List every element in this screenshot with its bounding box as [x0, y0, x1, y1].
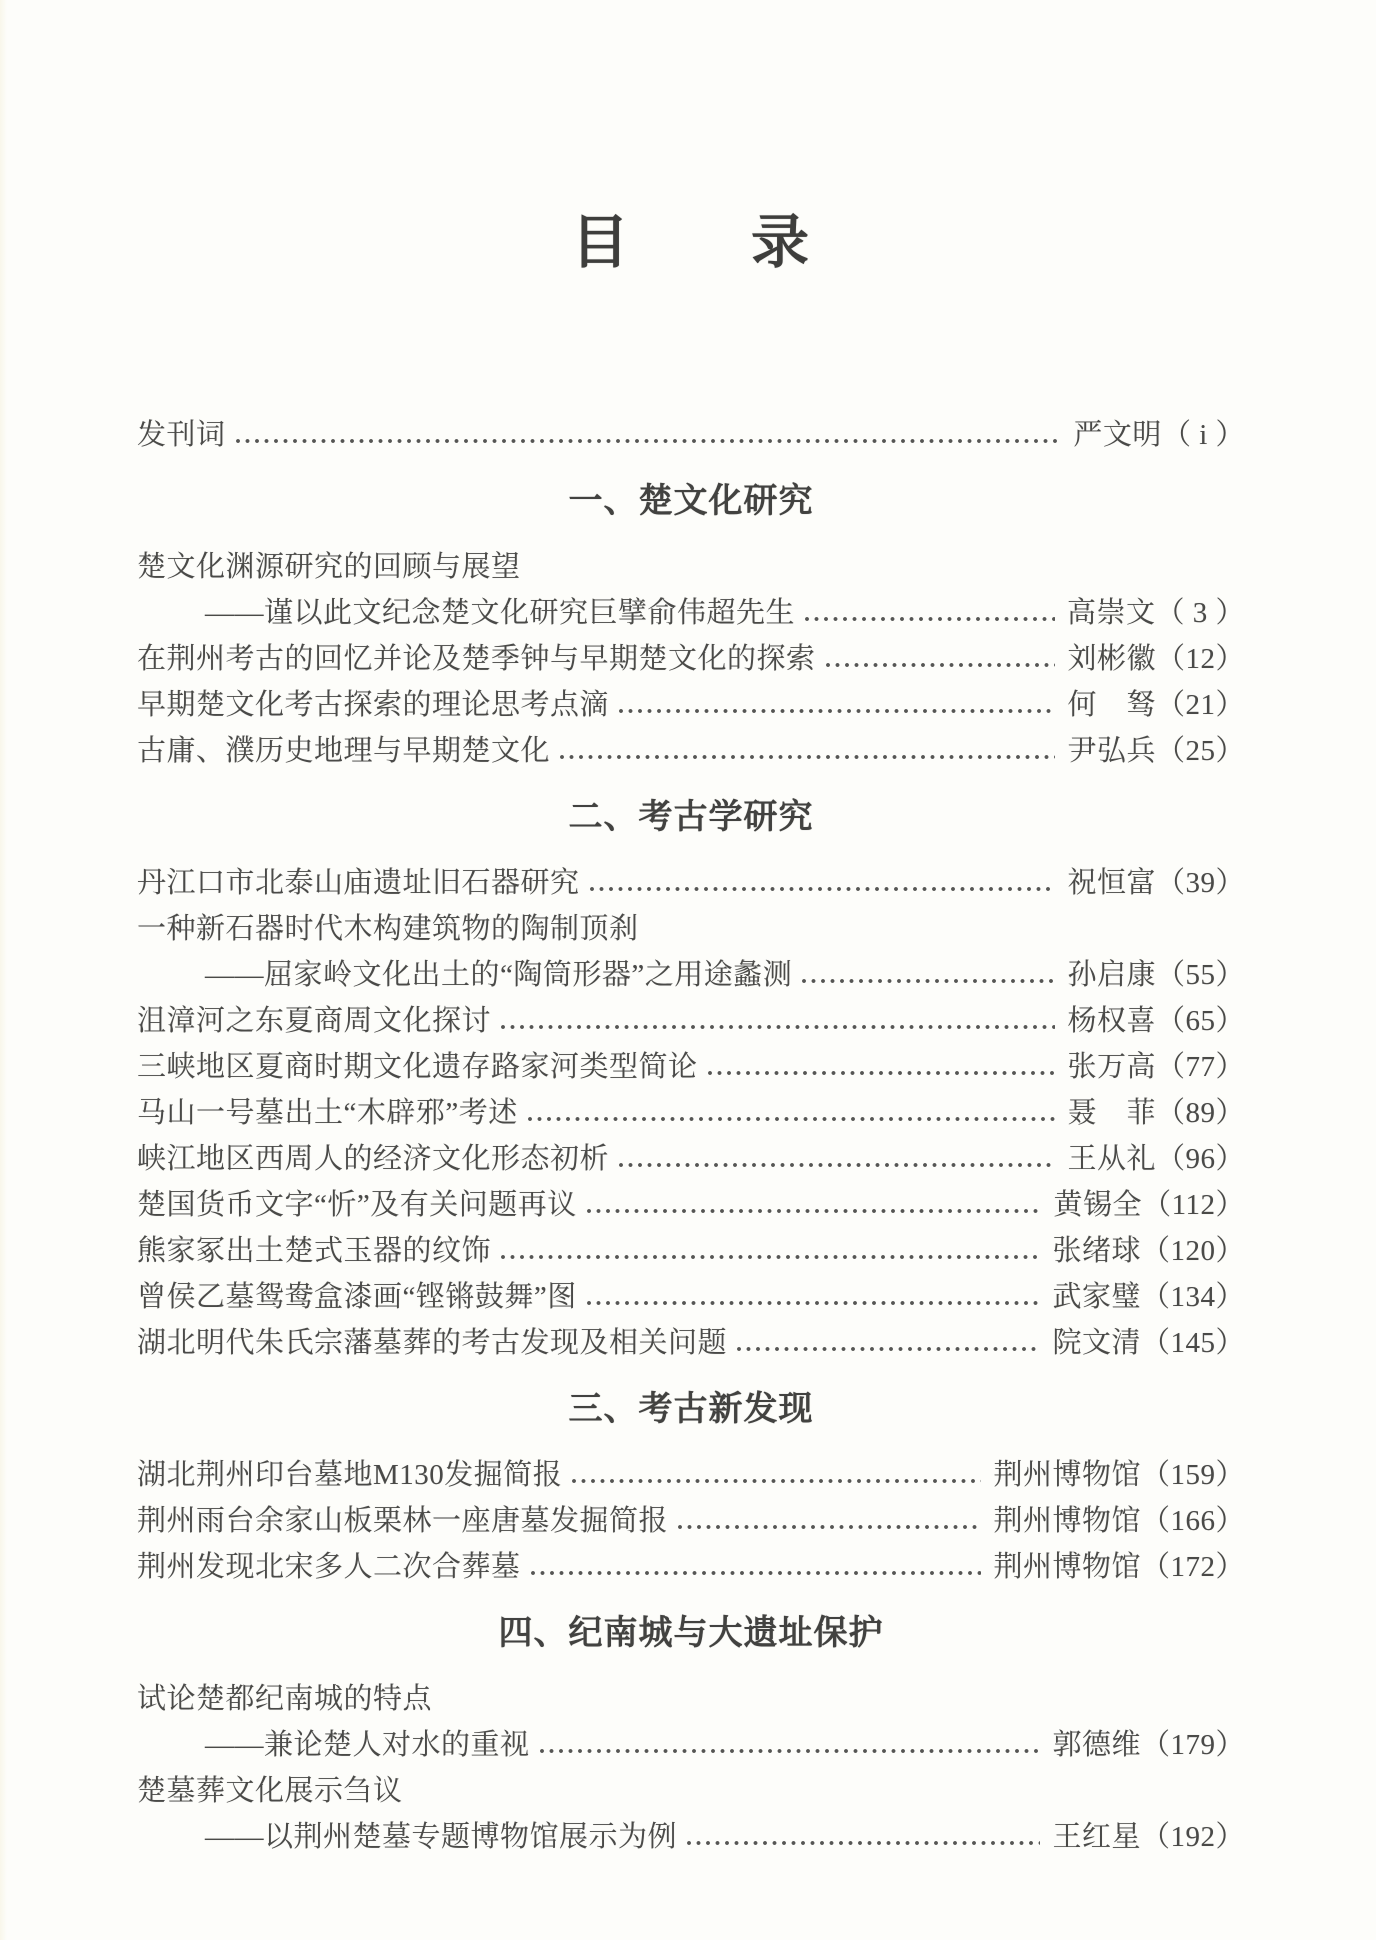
entry-page: （39） — [1155, 867, 1245, 899]
toc-entry — [137, 998, 1245, 1044]
entry-title: 曾侯乙墓鸳鸯盒漆画“铿锵鼓舞”图 — [137, 1281, 577, 1313]
toc-entry — [137, 1274, 1245, 1320]
dot-leader — [617, 682, 1055, 728]
section-heading: 三、考古新发现 — [568, 1390, 814, 1428]
entry-author: 荆州博物馆 — [993, 1551, 1141, 1583]
toc-entry — [137, 1136, 1245, 1182]
entry-author: 刘彬徽 — [1067, 643, 1156, 675]
dot-leader — [538, 1722, 1041, 1768]
toc-entry — [137, 1498, 1245, 1544]
entry-page: （55） — [1155, 959, 1245, 991]
toc-entry — [137, 728, 1245, 774]
entry-author: 武家璧 — [1052, 1281, 1141, 1313]
toc-entry — [137, 1768, 1245, 1814]
toc-entry — [137, 1090, 1245, 1136]
toc-entry — [137, 412, 1245, 458]
entry-title: 湖北荆州印台墓地M130发掘简报 — [137, 1459, 563, 1491]
toc-entry — [137, 952, 1245, 998]
entry-title: 古庸、濮历史地理与早期楚文化 — [137, 735, 551, 767]
toc-entry — [137, 544, 1245, 590]
entry-page: （192） — [1140, 1821, 1245, 1853]
entry-title: 在荆州考古的回忆并论及楚季钟与早期楚文化的探索 — [137, 643, 816, 675]
dot-leader — [800, 952, 1055, 998]
scan-edge-tint — [0, 0, 7, 1940]
entry-title: 峡江地区西周人的经济文化形态初析 — [137, 1143, 610, 1175]
entry-page: （134） — [1140, 1281, 1245, 1313]
entry-page: （179） — [1140, 1729, 1245, 1761]
entry-page: （96） — [1155, 1143, 1245, 1175]
toc-entry — [137, 682, 1245, 728]
section-heading: 二、考古学研究 — [568, 798, 814, 836]
toc-entry — [137, 1182, 1245, 1228]
dot-leader — [676, 1498, 981, 1544]
entry-page: （159） — [1140, 1459, 1245, 1491]
entry-page: （77） — [1155, 1051, 1245, 1083]
entry-title: 丹江口市北泰山庙遗址旧石器研究 — [137, 867, 580, 899]
entry-page: （120） — [1140, 1235, 1245, 1267]
entry-title: 三峡地区夏商时期文化遗存路家河类型简论 — [137, 1051, 698, 1083]
dot-leader — [499, 1228, 1040, 1274]
entry-title: 发刊词 — [137, 419, 226, 451]
entry-author: 郭德维 — [1052, 1729, 1141, 1761]
dot-leader — [706, 1044, 1056, 1090]
toc-entry — [137, 1452, 1245, 1498]
entry-page: （65） — [1155, 1005, 1245, 1037]
dot-leader — [529, 1544, 982, 1590]
entry-title: 试论楚都纪南城的特点 — [137, 1683, 433, 1715]
entry-title: 沮漳河之东夏商周文化探讨 — [137, 1005, 492, 1037]
entry-title: 一种新石器时代木构建筑物的陶制顶刹 — [137, 913, 639, 945]
section-heading: 一、楚文化研究 — [568, 482, 814, 520]
entry-title: 早期楚文化考古探索的理论思考点滴 — [137, 689, 610, 721]
entry-author: 王红星 — [1052, 1821, 1141, 1853]
entry-author: 黄锡全 — [1053, 1189, 1143, 1221]
toc-entry — [137, 1722, 1245, 1768]
entry-author: 杨权喜 — [1067, 1005, 1156, 1037]
entry-title: 荆州雨台余家山板栗林一座唐墓发掘简报 — [137, 1505, 669, 1537]
page-title: 目 录 — [570, 210, 811, 275]
entry-author: 王从礼 — [1067, 1143, 1156, 1175]
toc-entry — [137, 906, 1245, 952]
entry-title: 熊家冢出土楚式玉器的纹饰 — [137, 1235, 492, 1267]
entry-author: 荆州博物馆 — [993, 1459, 1141, 1491]
entry-author: 荆州博物馆 — [993, 1505, 1141, 1537]
toc-entry — [137, 1676, 1245, 1722]
entry-author: 严文明 — [1073, 419, 1162, 451]
entry-author: 张万高 — [1067, 1051, 1156, 1083]
toc-entry — [137, 1228, 1245, 1274]
dot-leader — [824, 636, 1056, 682]
entry-author: 孙启康 — [1067, 959, 1156, 991]
entry-title: ——以荆州楚墓专题博物馆展示为例 — [205, 1821, 678, 1853]
dot-leader — [585, 1274, 1041, 1320]
dot-leader — [234, 412, 1062, 458]
toc-entry — [137, 1320, 1245, 1366]
entry-page: （112） — [1142, 1189, 1245, 1221]
entry-title: 湖北明代朱氏宗藩墓葬的考古发现及相关问题 — [137, 1327, 728, 1359]
entry-page: （ 3 ） — [1155, 597, 1245, 629]
entry-page: （25） — [1155, 735, 1245, 767]
toc-entry — [137, 1044, 1245, 1090]
entry-page: （172） — [1140, 1551, 1245, 1583]
toc-entry — [137, 636, 1245, 682]
dot-leader — [685, 1814, 1040, 1860]
dot-leader — [588, 860, 1056, 906]
entry-author: 高崇文 — [1066, 597, 1156, 629]
toc-entry — [137, 590, 1245, 636]
dot-leader — [499, 998, 1055, 1044]
dot-leader — [735, 1320, 1040, 1366]
entry-page: （ i ） — [1161, 419, 1245, 451]
dot-leader — [558, 728, 1055, 774]
entry-page: （166） — [1140, 1505, 1245, 1537]
dot-leader — [803, 590, 1055, 636]
dot-leader — [617, 1136, 1055, 1182]
entry-author: 何 驽 — [1067, 689, 1156, 721]
entry-title: 马山一号墓出土“木辟邪”考述 — [137, 1097, 518, 1129]
entry-title: 楚墓葬文化展示刍议 — [137, 1775, 403, 1807]
entry-author: 张绪球 — [1052, 1235, 1141, 1267]
dot-leader — [570, 1452, 981, 1498]
entry-page: （21） — [1155, 689, 1245, 721]
entry-title: 楚国货币文字“忻”及有关问题再议 — [137, 1189, 577, 1221]
entry-title: ——屈家岭文化出土的“陶筒形器”之用途蠡测 — [205, 959, 793, 991]
dot-leader — [585, 1182, 1042, 1228]
toc-entry — [137, 1544, 1245, 1590]
entry-page: （12） — [1155, 643, 1245, 675]
entry-title: 楚文化渊源研究的回顾与展望 — [137, 551, 521, 583]
entry-author: 聂 菲 — [1067, 1097, 1156, 1129]
entry-author: 祝恒富 — [1067, 867, 1156, 899]
toc-entry — [137, 860, 1245, 906]
dot-leader — [526, 1090, 1056, 1136]
entry-author: 尹弘兵 — [1067, 735, 1156, 767]
entry-title: 荆州发现北宋多人二次合葬墓 — [137, 1551, 521, 1583]
entry-page: （89） — [1155, 1097, 1245, 1129]
section-heading: 四、纪南城与大遗址保护 — [498, 1614, 884, 1652]
toc-entry — [137, 1814, 1245, 1860]
entry-title: ——兼论楚人对水的重视 — [205, 1729, 530, 1761]
entry-page: （145） — [1140, 1327, 1245, 1359]
toc — [137, 412, 1245, 1860]
entry-title: ——谨以此文纪念楚文化研究巨擘俞伟超先生 — [205, 597, 796, 629]
entry-author: 院文清 — [1052, 1327, 1141, 1359]
